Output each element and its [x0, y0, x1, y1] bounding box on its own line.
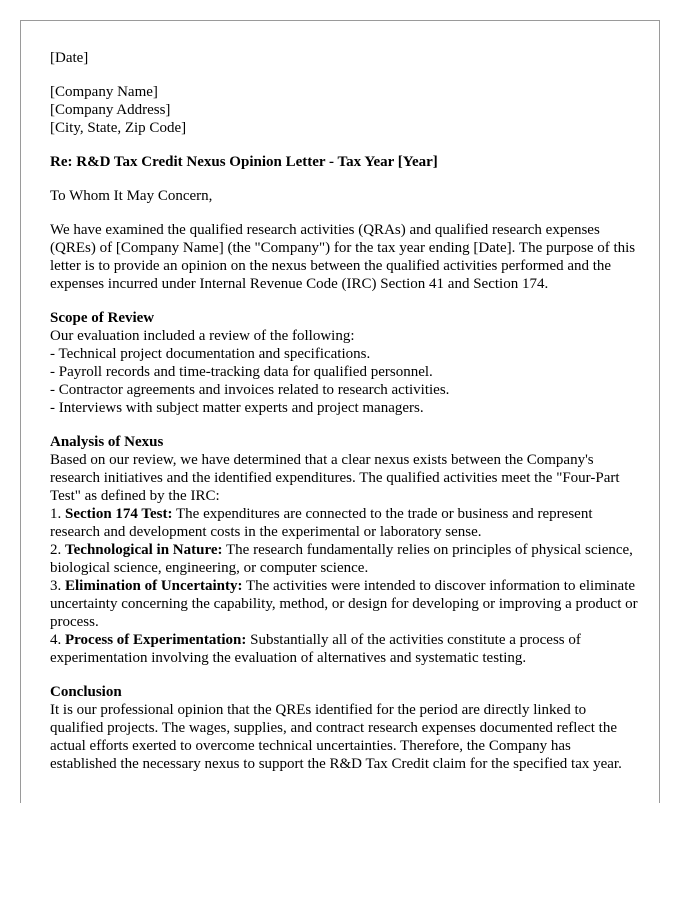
test-item — [50, 541, 638, 577]
test-item — [50, 577, 638, 631]
recipient-city-state-zip: [City, State, Zip Code] — [50, 120, 187, 136]
scope-item: - Payroll records and time-tracking data for qualified personnel. — [50, 364, 433, 380]
test-name: Technological in Nature: — [65, 542, 223, 558]
test-name: Elimination of Uncertainty: — [65, 578, 243, 594]
test-text: The activities were intended to discover information to eliminate uncertainty concerning the capability, method, or design for developing or improving a product or process. — [50, 578, 638, 630]
test-item — [50, 505, 638, 541]
test-number: 4. — [50, 632, 62, 648]
recipient-company-name: [Company Name] — [50, 84, 158, 100]
letter-page — [20, 20, 660, 803]
scope-item: - Technical project documentation and specifications. — [50, 346, 371, 362]
recipient-company-address: [Company Address] — [50, 102, 171, 118]
test-name: Section 174 Test: — [65, 506, 173, 522]
test-item — [50, 631, 638, 667]
conclusion-title: Conclusion — [50, 684, 122, 700]
scope-item: - Contractor agreements and invoices related to research activities. — [50, 382, 450, 398]
analysis-title: Analysis of Nexus — [50, 434, 164, 450]
test-text: The expenditures are connected to the trade or business and represent research and development costs in the experimental or laboratory sense. — [50, 506, 593, 540]
test-name: Process of Experimentation: — [65, 632, 247, 648]
letter-content — [50, 49, 638, 789]
scope-lead: Our evaluation included a review of the following: — [50, 328, 355, 344]
salutation: To Whom It May Concern, — [50, 188, 213, 204]
letter-date: [Date] — [50, 50, 89, 66]
analysis-lead: Based on our review, we have determined that a clear nexus exists between the Company's research initiatives and the identified expenditures. The qualified activities meet the "Four-Part Test" as defined by the IRC: — [50, 452, 620, 504]
test-number: 1. — [50, 506, 62, 522]
test-text: Substantially all of the activities constitute a process of experimentation involving the evaluation of alternatives and systematic testing. — [50, 632, 581, 666]
test-text: The research fundamentally relies on principles of physical science, biological science, engineering, or computer science. — [50, 542, 633, 576]
scope-title: Scope of Review — [50, 310, 155, 326]
subject-line: Re: R&D Tax Credit Nexus Opinion Letter - Tax Year [Year] — [50, 154, 438, 170]
analysis-section — [50, 433, 638, 667]
test-number: 3. — [50, 578, 62, 594]
recipient-block — [50, 83, 638, 137]
conclusion-text: It is our professional opinion that the QREs identified for the period are directly linked to qualified projects. The wages, supplies, and contract research expenses documented reflect the actual efforts exerted to overcome technical uncertainties. Therefore, the Company has established the necessary nexus to support the R&D Tax Credit claim for the specified tax year. — [50, 702, 622, 772]
test-number: 2. — [50, 542, 62, 558]
conclusion-section — [50, 683, 638, 773]
intro-paragraph: We have examined the qualified research activities (QRAs) and qualified research expenses (QREs) of [Company Name] (the "Company") for the tax year ending [Date]. The purpose of this letter is to provide an opinion on the nexus between the qualified activities performed and the expenses incurred under Internal Revenue Code (IRC) Section 41 and Section 174. — [50, 222, 636, 292]
scope-section — [50, 309, 638, 417]
scope-item: - Interviews with subject matter experts and project managers. — [50, 400, 424, 416]
